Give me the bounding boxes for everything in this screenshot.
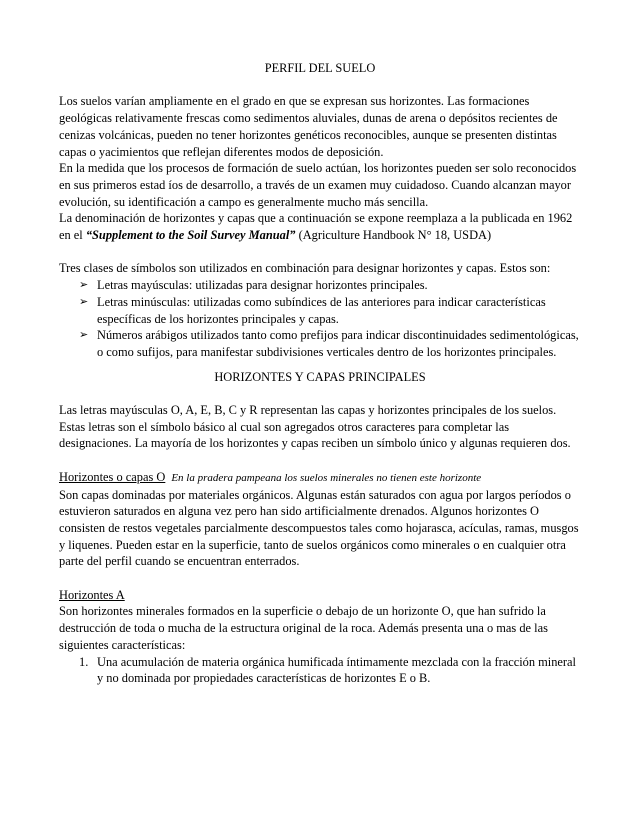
denomination-text-before: La denominación de horizontes y capas que a continuación se expone reemplaza a la publicada en 1962 en el (59, 211, 573, 243)
list-item-text: Letras minúsculas: utilizadas como subíndices de las anteriores para indicar características específicas de los horizontes principales y capas. (97, 294, 546, 326)
symbols-intro: Tres clases de símbolos son utilizados en combinación para designar horizontes y capas. Estos son: (59, 261, 551, 276)
list-item-text: Una acumulación de materia orgánica humificada íntimamente mezclada con la fracción mineral y no dominada por propiedades características de horizontes E o B. (97, 654, 576, 686)
list-item (59, 277, 581, 294)
document-body (59, 60, 581, 687)
spacer (59, 385, 581, 402)
intro-paragraph-1: Los suelos varían ampliamente en el grado en que se expresan sus horizontes. Las formaciones geológicas relativamente frescas como sedimentos aluviales, dunas de arena o depósitos recientes de cenizas volcánicas, pueden no tener horizontes genéticos reconocibles, aunque se presenten distintas capas o yacimientos que reflejan diferentes modos de deposición. (59, 94, 558, 159)
intro-paragraph-2: En la medida que los procesos de formación de suelo actúan, los horizontes pueden ser solo reconocidos en sus primeros estad íos de desarrollo, a través de un examen muy cuidadoso. Cuando alcanzan mayor evolución, su identificación a campo es generalmente mucho más sencilla. (59, 161, 577, 209)
spacer (59, 361, 581, 369)
horizon-a-heading: Horizontes A (59, 587, 125, 602)
horizon-o-text: Son capas dominadas por materiales orgánicos. Algunas están saturados con agua por largos períodos o estuvieron saturados en alguna vez pero han sido artificialmente drenados. Algunos horizontes O consisten de restos vegetales parcialmente descompuestos tales como hojarasca, acículas, ramas, musgos y liquenes. Pueden estar en la superficie, tanto de suelos orgánicos como minerales o en cualquier otra parte del perfil cuando se encuentran enterrados. (59, 487, 579, 569)
list-item (59, 294, 581, 327)
denomination-text-after: (Agriculture Handbook N° 18, USDA) (295, 228, 492, 243)
arrow-bullet-icon: ➢ (79, 329, 89, 342)
horizon-a-heading-line (59, 587, 581, 604)
supplement-title: “Supplement to the Soil Survey Manual” (85, 228, 296, 243)
page-title: PERFIL DEL SUELO (264, 61, 376, 75)
denomination-paragraph (59, 210, 581, 243)
list-item (59, 327, 581, 360)
symbols-list (59, 277, 581, 361)
list-item (59, 654, 581, 687)
spacer (59, 570, 581, 587)
horizon-o-note: En la pradera pampeana los suelos minerales no tienen este horizonte (171, 471, 482, 484)
spacer (59, 244, 581, 261)
list-item-text: Números arábigos utilizados tanto como prefijos para indicar discontinuidades sedimentológicas, o como sufijos, para manifestar subdivisiones verticales dentro de los horizontes principales. (97, 328, 579, 359)
spacer (59, 77, 581, 94)
spacer (59, 452, 581, 469)
section-title: HORIZONTES Y CAPAS PRINCIPALES (214, 369, 426, 384)
list-item-number: 1. (79, 654, 89, 669)
horizon-a-text: Son horizontes minerales formados en la superficie o debajo de un horizonte O, que han sufrido la destrucción de toda o mucha de la estructura original de la roca. Además presenta una o mas de las siguientes características: (59, 604, 548, 652)
arrow-bullet-icon: ➢ (79, 295, 89, 308)
horizon-a-characteristics (59, 654, 581, 687)
horizon-o-heading: Horizontes o capas O (59, 469, 166, 484)
list-item-text: Letras mayúsculas: utilizadas para designar horizontes principales. (97, 278, 428, 293)
capital-letters-paragraph: Las letras mayúsculas O, A, E, B, C y R representan las capas y horizontes principales de los suelos. Estas letras son el símbolo básico al cual son agregados otros caracteres para completar las designaciones. La mayoría de los horizontes y capas reciben un símbolo único y algunas requieren dos. (59, 403, 571, 451)
horizon-o-heading-line (59, 469, 581, 487)
arrow-bullet-icon: ➢ (79, 279, 89, 292)
